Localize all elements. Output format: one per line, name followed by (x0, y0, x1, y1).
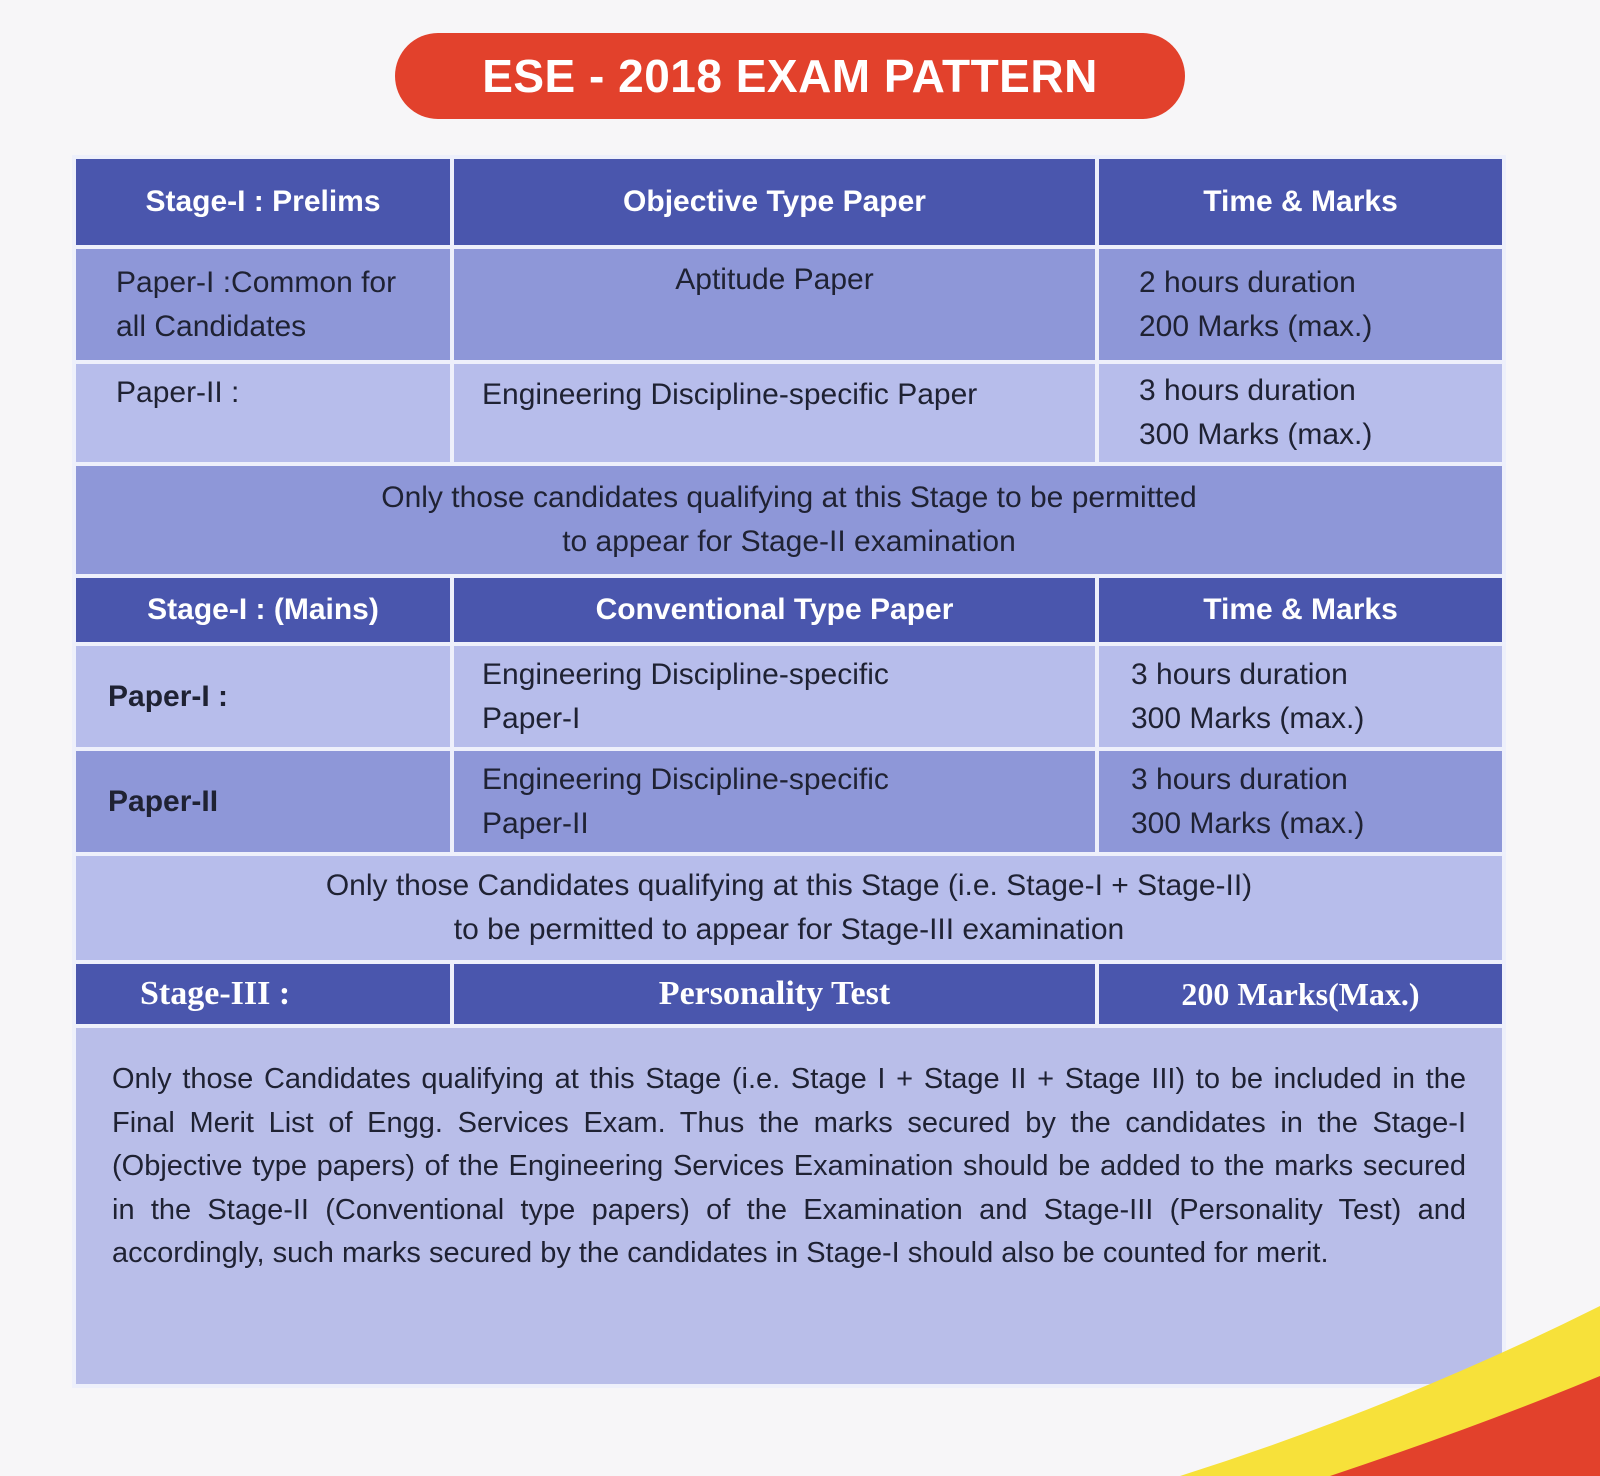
marks-text: 300 Marks (max.) (1139, 418, 1373, 451)
table-row (74, 644, 1504, 749)
note-line: Only those Candidates qualifying at this Stage (i.e. Stage-I + Stage-II) (325, 869, 1253, 902)
marks-text: 300 Marks (max.) (1131, 806, 1365, 840)
stage2-header-row (74, 576, 1504, 644)
time-text: 3 hours duration (1131, 657, 1348, 691)
paper-cell: Paper-I : (74, 644, 452, 749)
paper-cell: Paper-II : (74, 362, 452, 464)
time-text: 2 hours duration (1139, 265, 1356, 299)
header-cell: Stage-III : (74, 962, 452, 1026)
page-title: ESE - 2018 EXAM PATTERN (482, 50, 1098, 102)
header-cell: Personality Test (452, 962, 1097, 1026)
header-cell: 200 Marks(Max.) (1097, 962, 1504, 1026)
header-cell: Stage-I : Prelims (74, 157, 452, 247)
header-cell: Stage-I : (Mains) (74, 576, 452, 644)
marks-text: 200 Marks (max.) (1139, 309, 1373, 343)
paper-cell: Paper-I :Common for all Candidates (74, 247, 452, 362)
table-row (74, 749, 1504, 854)
subject-text: Paper-I (482, 701, 581, 735)
header-cell: Time & Marks (1097, 157, 1504, 247)
table-row (74, 247, 1504, 362)
stage1-header-row (74, 157, 1504, 247)
subject-cell: Aptitude Paper (452, 247, 1097, 362)
paper-cell: Paper-II (74, 749, 452, 854)
note-line: to be permitted to appear for Stage-III examination (453, 913, 1125, 946)
note-line: Only those candidates qualifying at this Stage to be permitted (381, 481, 1197, 514)
subject-text: Engineering Discipline-specific (482, 657, 889, 691)
decorative-swoosh (1180, 1296, 1600, 1476)
header-cell: Time & Marks (1097, 576, 1504, 644)
time-text: 3 hours duration (1139, 374, 1356, 407)
stage1-note-row (74, 464, 1504, 576)
table-row (74, 362, 1504, 464)
note-line: to appear for Stage-II examination (562, 525, 1016, 558)
stage2-note-row (74, 854, 1504, 962)
subject-text: Engineering Discipline-specific (482, 762, 889, 796)
marks-text: 300 Marks (max.) (1131, 701, 1365, 735)
stage3-header-row (74, 962, 1504, 1026)
header-cell: Conventional Type Paper (452, 576, 1097, 644)
subject-cell: Engineering Discipline-specific Paper (452, 362, 1097, 464)
header-cell: Objective Type Paper (452, 157, 1097, 247)
final-note: Only those Candidates qualifying at this Stage (i.e. Stage I + Stage II + Stage III) to be included in the Final Merit List of Engg. Services Exam. Thus the marks secured by the candidates in the Stage-I (Objective type papers) of the Engineering Services Examination should be added to the marks secured in the Stage-II (Conventional type papers) of the Examination and Stage-III (Personality Test) and accordingly, such marks secured by the candidates in Stage-I should also be counted for merit. (74, 1026, 1504, 1386)
exam-pattern-table (72, 155, 1502, 1388)
title-banner (395, 33, 1185, 119)
time-text: 3 hours duration (1131, 762, 1348, 796)
subject-text: Paper-II (482, 806, 589, 840)
